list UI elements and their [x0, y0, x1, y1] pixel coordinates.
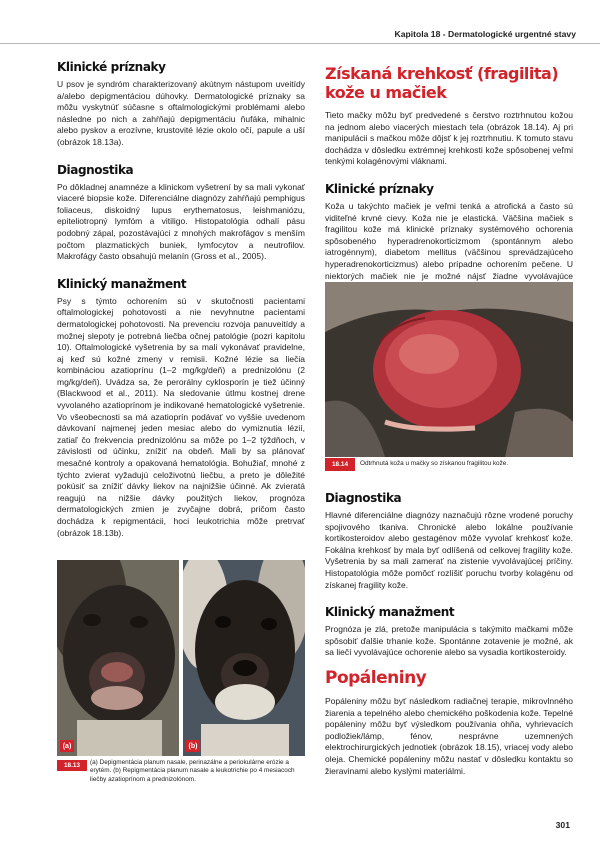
heading-management-dog: Klinický manažment	[57, 276, 187, 291]
section-title-fragility	[325, 64, 573, 102]
running-title: Kapitola 18 - Dermatologické urgentné stavy	[394, 29, 576, 39]
section-title-burns: Popáleniny	[325, 667, 427, 688]
heading-diagnostics-dog: Diagnostika	[57, 162, 134, 177]
photo-dog-before	[57, 560, 179, 756]
figure-number-18-13: 18.13	[57, 760, 87, 771]
panel-label-a: (a)	[60, 740, 74, 752]
figure-18-13	[57, 560, 305, 790]
paragraph-management-dog: Psy s týmto ochorením sú v skutočnosti pacientami oftalmologickej pohotovosti a nie nevyhnutne pacientami dermatologickej pohotovosti. Na prevenciu rozvoja panuveitídy a možnej slepoty je potrebná liečba očnej patológie (pozri kapitolu 10). Oftalmologické vyšetrenia by sa mali vykonávať pravidelne, aj keď sú kožné zmeny v remisii. Kožné lézie sa liečia kombináciou azatioprínu (1–2 mg/kg/deň) a prednizolónu (2 mg/kg/deň). Uvádza sa, že perorálny cyklosporín je tiež účinný (Blackwood et al., 2011). Na sledovanie útlmu kostnej drene vyvolaného azatioprínom je indikované hematologické vyšetrenie. Vo všeobecnosti sa má azatioprín podávať vo vyššie uvedenom dávkovaní najmenej jeden mesiac alebo do vymiznutia lézií, zatiaľ čo frekvencia prednizolónu sa môže po 1–2 týždňoch, v závislosti od účinku, znížiť na obdeň. Mali by sa plánovať mesačné kontroly a opakovaná hematológia. Bohužiaľ, mnohé z týchto zvierat vyžadujú celoživotnú liečbu, a preto je dôležité pokúsiť sa znížiť dávky liekov na najnižšie účinné. Ak zvieratá reagujú na nižšie dávky použitých liekov, prognóza dermatologických zmien je zvyčajne dobrá, pričom často dochádza k repigmentácii, hoci leukotrichia môže pretrvať (obrázok 18.13b).	[57, 295, 305, 538]
figure-caption-18-14: Odtrhnutá koža u mačky so získanou fragilitou kože.	[360, 460, 509, 467]
heading-clinical-signs-dog: Klinické príznaky	[57, 60, 166, 74]
page-number: 301	[555, 820, 570, 830]
section-title-line-1: Získaná krehkosť (fragilita)	[325, 64, 559, 83]
heading-clinical-signs-cat: Klinické príznaky	[325, 181, 434, 196]
paragraph-burns: Popáleniny môžu byť následkom radiačnej terapie, mikrovlnného žiarenia a tepelného alebo chemického poškodenia kože. Tepelné popáleniny môžu byť výsledkom používania ohňa, vyhrievacích podložiek/lámp, fénov, nesprávne uzemnených elektrochirurgických jednotiek (obrázok 18.15), vriacej vody alebo oleja. Chemické popáleniny môžu nastať v dôsledku kontaktu so žieravinami alebo kyslými materiálmi.	[325, 695, 573, 776]
panel-label-b: (b)	[186, 740, 200, 752]
left-column	[57, 60, 305, 553]
paragraph-diagnostics-cat: Hlavné diferenciálne diagnózy naznačujú rôzne vrodené poruchy spojivového tkaniva. Chronické alebo lokálne používanie kortikosteroidov alebo gestagénov môže vyvolať krehkosť kože. Fokálna krehkosť by mala byť odlíšená od celkovej fragility kože. Vyšetrenia by sa mali zamerať na zistenie vyvolávajúcej príčiny. Histopatológia môže pomôcť rozlíšiť poruchu tvorby kolagénu od získanej fragility kože.	[325, 510, 573, 590]
figure-18-14	[325, 282, 573, 474]
figure-number-18-14: 18.14	[325, 458, 355, 471]
section-title-line-2: kože u mačiek	[325, 83, 447, 102]
running-header	[0, 26, 600, 44]
photo-cat-torn-skin	[325, 282, 573, 457]
heading-management-cat: Klinický manažment	[325, 605, 455, 620]
paragraph-clinical-signs-dog: U psov je syndróm charakterizovaný akútnym nástupom uveitídy a/alebo depigmentáciou dúhovky. Dermatologické príznaky sa môžu vyskytnúť súčasne s oftalmologickými problémami alebo následne po nich a zahŕňajú depigmentáciu ňufáka, mihalnic alebo pyskov a erozívne, krustovité lézie okolo očí, papule a uší (obrázok 18.13a).	[57, 79, 305, 147]
figure-caption-18-13: (a) Depigmentácia planum nasale, perinazálne a periokulárne erózie a erytém. (b) Repigmentácia planum nasale a leukotrichie po 4 mesiacoch liečby azatioprínom a prednizolónom.	[90, 759, 295, 783]
paragraph-fragility-intro: Tieto mačky môžu byť predvedené s čerstvo roztrhnutou kožou na jednom alebo viacerých miestach tela (obrázok 18.14). Aj pri manipulácii s mačkou môže dôjsť k jej roztrhnutiu. K tomuto stavu dochádza v dôsledku extrémnej krehkosti kože spôsobenej veľmi tenkými kolagénovými vláknami.	[325, 110, 573, 167]
right-column	[325, 64, 573, 300]
heading-diagnostics-cat: Diagnostika	[325, 491, 402, 505]
paragraph-diagnostics-dog: Po dôkladnej anamnéze a klinickom vyšetrení by sa mali vykonať viaceré biopsie kože. Diferenciálne diagnózy zahŕňajú pemphigus foliaceus, diskoidný lupus erythematosus, leishmaniózu, epiteliotropný lymfóm a vitiligo. Histopatológia odhalí pásu podobný zápal, pozostávajúci z mnohých makrofágov s menším počtom plazmatických buniek, lymfocytov a neutrofilov. Makrofágy často obsahujú melanín (Gross et al., 2005).	[57, 181, 305, 262]
photo-dog-after	[183, 560, 305, 756]
paragraph-management-cat: Prognóza je zlá, pretože manipulácia s takýmito mačkami môže spôsobiť ďalšie trhanie kože. Spontánne zotavenie je možné, ak sa liečí vyvolávajúce ochorenie alebo sa vysadia kortikosteroidy.	[325, 624, 573, 658]
paragraph-clinical-signs-cat: Koža u takýchto mačiek je veľmi tenká a atrofická a často sú viditeľné krvné cievy. Koža nie je elastická. Väčšina mačiek s fragilitou kože má klinické príznaky systémového ochorenia spôsobeného hyperadrenokorticizmom (spontánnym alebo iatrogénnym), diabetom mellitus (väčšinou sprevádzajúceho hyperadrenokorticizmus) alebo prípadne ochorením pečene. U niektorých mačiek nie je možné nájsť žiadne vyvolávajúce	[325, 200, 573, 281]
right-column-lower	[325, 491, 573, 791]
